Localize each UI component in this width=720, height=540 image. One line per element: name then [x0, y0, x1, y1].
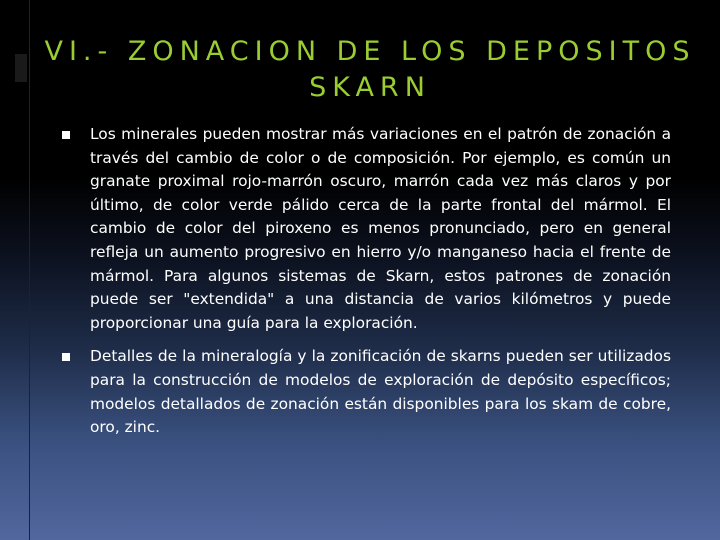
- square-bullet-icon: [62, 131, 70, 139]
- bullet-text: Los minerales pueden mostrar más variaciones en el patrón de zonación a través del cambio de color o de composición. Por ejemplo, es común un granate proximal rojo-marrón oscuro, marrón cada vez más claros y por último, de color verde pálido cerca de la parte frontal del mármol. El cambio de color del piroxeno es menos pronunciado, pero en general refleja un aumento progresivo en hierro y/o manganeso hacia el frente de mármol. Para algunos sistemas de Skarn, estos patrones de zonación puede ser "extendida" a una distancia de varios kilómetros y puede proporcionar una guía para la exploración.: [90, 125, 671, 332]
- bullet-text: Detalles de la mineralogía y la zonificación de skarns pueden ser utilizados para la construcción de modelos de exploración de depósito específicos; modelos detallados de zonación están disponibles para los skam de cobre, oro, zinc.: [90, 347, 671, 437]
- bullet-item: [62, 345, 671, 439]
- square-bullet-icon: [62, 353, 70, 361]
- slide-content: [62, 123, 671, 450]
- decorative-left-bar: [15, 54, 27, 82]
- decorative-divider: [29, 0, 30, 540]
- slide-title: VI.- ZONACION DE LOS DEPOSITOS SKARN: [44, 36, 696, 103]
- bullet-item: [62, 123, 671, 335]
